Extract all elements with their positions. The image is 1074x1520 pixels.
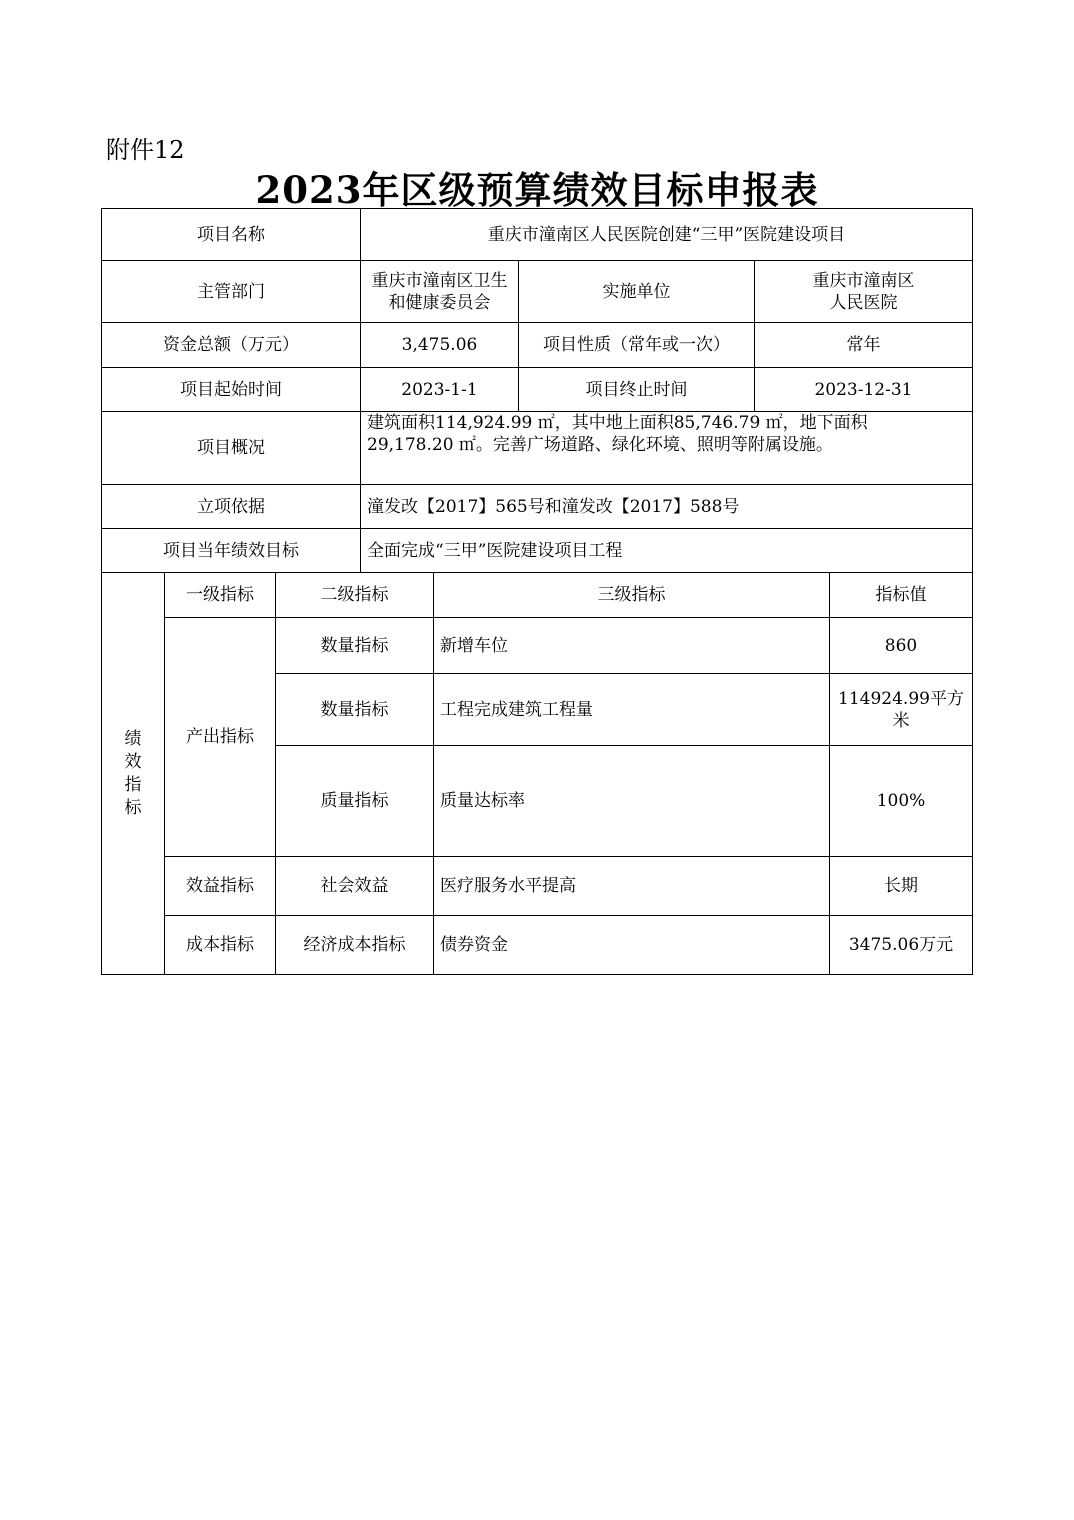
end-value: 2023-12-31 bbox=[754, 367, 973, 412]
unit-value-line2: 人民医院 bbox=[829, 292, 898, 313]
performance-indicator-side-label bbox=[101, 572, 165, 975]
dept-value-line2: 和健康委员会 bbox=[388, 292, 491, 313]
row2-value-line1: 114924.99平方 bbox=[838, 688, 964, 709]
dept-label: 主管部门 bbox=[101, 260, 361, 323]
fund-value: 3,475.06 bbox=[360, 322, 519, 368]
overview-value bbox=[360, 411, 973, 485]
cost-indicator-label: 成本指标 bbox=[164, 915, 276, 975]
row2-value-line2: 米 bbox=[892, 710, 910, 731]
row4-value: 长期 bbox=[829, 856, 973, 916]
basis-label: 立项依据 bbox=[101, 484, 361, 529]
row4-level2: 社会效益 bbox=[275, 856, 434, 916]
side-label-char: 效 bbox=[124, 751, 142, 772]
end-label: 项目终止时间 bbox=[518, 367, 755, 412]
basis-value: 潼发改【2017】565号和潼发改【2017】588号 bbox=[360, 484, 973, 529]
overview-label: 项目概况 bbox=[101, 411, 361, 485]
start-value: 2023-1-1 bbox=[360, 367, 519, 412]
row2-level3: 工程完成建筑工程量 bbox=[433, 673, 830, 746]
row2-value bbox=[829, 673, 973, 746]
nature-value: 常年 bbox=[754, 322, 973, 368]
unit-label: 实施单位 bbox=[518, 260, 755, 323]
benefit-indicator-label: 效益指标 bbox=[164, 856, 276, 916]
side-label-char: 绩 bbox=[124, 728, 142, 749]
row1-level3: 新增车位 bbox=[433, 617, 830, 674]
goal-value: 全面完成“三甲”医院建设项目工程 bbox=[360, 528, 973, 573]
overview-line2: 29,178.20 ㎡。完善广场道路、绿化环境、照明等附属设施。 bbox=[367, 435, 833, 455]
row5-value: 3475.06万元 bbox=[829, 915, 973, 975]
dept-value-line1: 重庆市潼南区卫生 bbox=[371, 270, 508, 291]
row3-value: 100% bbox=[829, 745, 973, 857]
row5-level2: 经济成本指标 bbox=[275, 915, 434, 975]
project-name-value: 重庆市潼南区人民医院创建“三甲”医院建设项目 bbox=[360, 208, 973, 261]
nature-label: 项目性质（常年或一次） bbox=[518, 322, 755, 368]
dept-value bbox=[360, 260, 519, 323]
start-label: 项目起始时间 bbox=[101, 367, 361, 412]
fund-label: 资金总额（万元） bbox=[101, 322, 361, 368]
page-title: 2023年区级预算绩效目标申报表 bbox=[255, 168, 819, 212]
row4-level3: 医疗服务水平提高 bbox=[433, 856, 830, 916]
side-label-char: 标 bbox=[124, 797, 142, 818]
header-value: 指标值 bbox=[829, 572, 973, 618]
project-name-label: 项目名称 bbox=[101, 208, 361, 261]
header-level3: 三级指标 bbox=[433, 572, 830, 618]
output-indicator-label: 产出指标 bbox=[164, 617, 276, 857]
header-level1: 一级指标 bbox=[164, 572, 276, 618]
row2-level2: 数量指标 bbox=[275, 673, 434, 746]
goal-label: 项目当年绩效目标 bbox=[101, 528, 361, 573]
unit-value-line1: 重庆市潼南区 bbox=[812, 270, 915, 291]
row3-level3: 质量达标率 bbox=[433, 745, 830, 857]
row3-level2: 质量指标 bbox=[275, 745, 434, 857]
header-level2: 二级指标 bbox=[275, 572, 434, 618]
unit-value bbox=[754, 260, 973, 323]
row1-level2: 数量指标 bbox=[275, 617, 434, 674]
overview-line1: 建筑面积114,924.99 ㎡，其中地上面积85,746.79 ㎡，地下面积 bbox=[367, 413, 868, 433]
row5-level3: 债券资金 bbox=[433, 915, 830, 975]
side-label-char: 指 bbox=[124, 774, 142, 795]
attachment-number: 附件12 bbox=[106, 136, 185, 164]
row1-value: 860 bbox=[829, 617, 973, 674]
